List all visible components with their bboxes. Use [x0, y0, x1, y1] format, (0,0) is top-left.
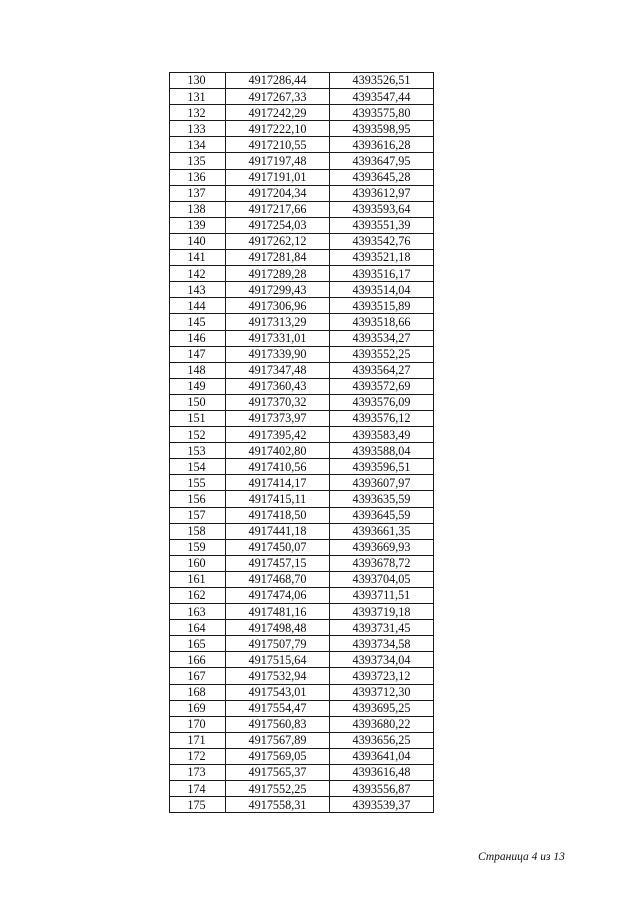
y-coordinate-cell: 4393635,59 [330, 491, 434, 507]
x-coordinate-cell: 4917450,07 [226, 539, 330, 555]
y-coordinate-cell: 4393518,66 [330, 314, 434, 330]
row-number-cell: 148 [170, 362, 226, 378]
table-row [170, 185, 434, 201]
x-coordinate-cell: 4917402,80 [226, 443, 330, 459]
table-row [170, 636, 434, 652]
table-row [170, 732, 434, 748]
table-row [170, 169, 434, 185]
y-coordinate-cell: 4393612,97 [330, 185, 434, 201]
footer-page-word: Страница [478, 851, 529, 863]
x-coordinate-cell: 4917254,03 [226, 217, 330, 233]
x-coordinate-cell: 4917418,50 [226, 507, 330, 523]
table-row [170, 330, 434, 346]
table-row [170, 105, 434, 121]
table-row [170, 604, 434, 620]
table-row [170, 588, 434, 604]
y-coordinate-cell: 4393514,04 [330, 282, 434, 298]
row-number-cell: 166 [170, 652, 226, 668]
y-coordinate-cell: 4393711,51 [330, 588, 434, 604]
x-coordinate-cell: 4917360,43 [226, 378, 330, 394]
table-row [170, 137, 434, 153]
y-coordinate-cell: 4393712,30 [330, 684, 434, 700]
y-coordinate-cell: 4393641,04 [330, 748, 434, 764]
row-number-cell: 156 [170, 491, 226, 507]
table-row [170, 700, 434, 716]
y-coordinate-cell: 4393576,12 [330, 410, 434, 426]
table-row [170, 555, 434, 571]
x-coordinate-cell: 4917414,17 [226, 475, 330, 491]
y-coordinate-cell: 4393542,76 [330, 233, 434, 249]
row-number-cell: 163 [170, 604, 226, 620]
y-coordinate-cell: 4393695,25 [330, 700, 434, 716]
y-coordinate-cell: 4393598,95 [330, 121, 434, 137]
footer-of-word: из [540, 851, 551, 863]
table-row [170, 217, 434, 233]
table-row [170, 459, 434, 475]
x-coordinate-cell: 4917242,29 [226, 105, 330, 121]
x-coordinate-cell: 4917370,32 [226, 394, 330, 410]
y-coordinate-cell: 4393731,45 [330, 620, 434, 636]
x-coordinate-cell: 4917197,48 [226, 153, 330, 169]
row-number-cell: 150 [170, 394, 226, 410]
row-number-cell: 155 [170, 475, 226, 491]
row-number-cell: 152 [170, 427, 226, 443]
y-coordinate-cell: 4393564,27 [330, 362, 434, 378]
row-number-cell: 175 [170, 797, 226, 813]
row-number-cell: 161 [170, 571, 226, 587]
table-row [170, 298, 434, 314]
table-row [170, 571, 434, 587]
table-row [170, 250, 434, 266]
x-coordinate-cell: 4917560,83 [226, 716, 330, 732]
x-coordinate-cell: 4917481,16 [226, 604, 330, 620]
y-coordinate-cell: 4393723,12 [330, 668, 434, 684]
row-number-cell: 138 [170, 201, 226, 217]
x-coordinate-cell: 4917339,90 [226, 346, 330, 362]
row-number-cell: 174 [170, 781, 226, 797]
x-coordinate-cell: 4917191,01 [226, 169, 330, 185]
y-coordinate-cell: 4393556,87 [330, 781, 434, 797]
y-coordinate-cell: 4393576,09 [330, 394, 434, 410]
y-coordinate-cell: 4393680,22 [330, 716, 434, 732]
x-coordinate-cell: 4917565,37 [226, 765, 330, 781]
row-number-cell: 130 [170, 73, 226, 89]
y-coordinate-cell: 4393547,44 [330, 89, 434, 105]
table-row [170, 491, 434, 507]
x-coordinate-cell: 4917554,47 [226, 700, 330, 716]
x-coordinate-cell: 4917222,10 [226, 121, 330, 137]
footer-page-current: 4 [531, 851, 538, 863]
row-number-cell: 141 [170, 250, 226, 266]
y-coordinate-cell: 4393526,51 [330, 73, 434, 89]
x-coordinate-cell: 4917286,44 [226, 73, 330, 89]
page-number-footer [478, 851, 565, 863]
row-number-cell: 137 [170, 185, 226, 201]
table-row [170, 89, 434, 105]
table-row [170, 475, 434, 491]
x-coordinate-cell: 4917569,05 [226, 748, 330, 764]
table-row [170, 378, 434, 394]
row-number-cell: 162 [170, 588, 226, 604]
table-row [170, 652, 434, 668]
y-coordinate-cell: 4393596,51 [330, 459, 434, 475]
y-coordinate-cell: 4393704,05 [330, 571, 434, 587]
row-number-cell: 160 [170, 555, 226, 571]
row-number-cell: 157 [170, 507, 226, 523]
row-number-cell: 159 [170, 539, 226, 555]
row-number-cell: 154 [170, 459, 226, 475]
row-number-cell: 147 [170, 346, 226, 362]
y-coordinate-cell: 4393551,39 [330, 217, 434, 233]
x-coordinate-cell: 4917507,79 [226, 636, 330, 652]
x-coordinate-cell: 4917267,33 [226, 89, 330, 105]
y-coordinate-cell: 4393552,25 [330, 346, 434, 362]
table-row [170, 684, 434, 700]
x-coordinate-cell: 4917415,11 [226, 491, 330, 507]
row-number-cell: 142 [170, 266, 226, 282]
table-row [170, 781, 434, 797]
x-coordinate-cell: 4917395,42 [226, 427, 330, 443]
y-coordinate-cell: 4393645,28 [330, 169, 434, 185]
x-coordinate-cell: 4917331,01 [226, 330, 330, 346]
table-row [170, 266, 434, 282]
row-number-cell: 172 [170, 748, 226, 764]
y-coordinate-cell: 4393588,04 [330, 443, 434, 459]
x-coordinate-cell: 4917217,66 [226, 201, 330, 217]
x-coordinate-cell: 4917552,25 [226, 781, 330, 797]
row-number-cell: 168 [170, 684, 226, 700]
x-coordinate-cell: 4917567,89 [226, 732, 330, 748]
table-row [170, 620, 434, 636]
row-number-cell: 132 [170, 105, 226, 121]
table-row [170, 121, 434, 137]
row-number-cell: 153 [170, 443, 226, 459]
table-row [170, 716, 434, 732]
table-row [170, 443, 434, 459]
y-coordinate-cell: 4393661,35 [330, 523, 434, 539]
row-number-cell: 136 [170, 169, 226, 185]
row-number-cell: 171 [170, 732, 226, 748]
table-row [170, 201, 434, 217]
table-row [170, 410, 434, 426]
y-coordinate-cell: 4393534,27 [330, 330, 434, 346]
table-row [170, 748, 434, 764]
y-coordinate-cell: 4393607,97 [330, 475, 434, 491]
y-coordinate-cell: 4393669,93 [330, 539, 434, 555]
y-coordinate-cell: 4393516,17 [330, 266, 434, 282]
x-coordinate-cell: 4917468,70 [226, 571, 330, 587]
x-coordinate-cell: 4917347,48 [226, 362, 330, 378]
coordinates-table [169, 72, 434, 813]
table-row [170, 765, 434, 781]
y-coordinate-cell: 4393719,18 [330, 604, 434, 620]
x-coordinate-cell: 4917543,01 [226, 684, 330, 700]
table-row [170, 314, 434, 330]
row-number-cell: 158 [170, 523, 226, 539]
table-row [170, 394, 434, 410]
x-coordinate-cell: 4917313,29 [226, 314, 330, 330]
x-coordinate-cell: 4917373,97 [226, 410, 330, 426]
table-row [170, 233, 434, 249]
table-row [170, 507, 434, 523]
row-number-cell: 133 [170, 121, 226, 137]
table-row [170, 346, 434, 362]
table-row [170, 523, 434, 539]
row-number-cell: 149 [170, 378, 226, 394]
x-coordinate-cell: 4917204,34 [226, 185, 330, 201]
y-coordinate-cell: 4393647,95 [330, 153, 434, 169]
x-coordinate-cell: 4917281,84 [226, 250, 330, 266]
row-number-cell: 134 [170, 137, 226, 153]
y-coordinate-cell: 4393515,89 [330, 298, 434, 314]
y-coordinate-cell: 4393678,72 [330, 555, 434, 571]
x-coordinate-cell: 4917474,06 [226, 588, 330, 604]
x-coordinate-cell: 4917299,43 [226, 282, 330, 298]
x-coordinate-cell: 4917306,96 [226, 298, 330, 314]
table-row [170, 153, 434, 169]
x-coordinate-cell: 4917410,56 [226, 459, 330, 475]
row-number-cell: 140 [170, 233, 226, 249]
x-coordinate-cell: 4917532,94 [226, 668, 330, 684]
x-coordinate-cell: 4917457,15 [226, 555, 330, 571]
row-number-cell: 167 [170, 668, 226, 684]
y-coordinate-cell: 4393616,28 [330, 137, 434, 153]
y-coordinate-cell: 4393734,04 [330, 652, 434, 668]
table-row [170, 362, 434, 378]
x-coordinate-cell: 4917262,12 [226, 233, 330, 249]
row-number-cell: 165 [170, 636, 226, 652]
row-number-cell: 143 [170, 282, 226, 298]
row-number-cell: 164 [170, 620, 226, 636]
row-number-cell: 151 [170, 410, 226, 426]
y-coordinate-cell: 4393539,37 [330, 797, 434, 813]
row-number-cell: 139 [170, 217, 226, 233]
y-coordinate-cell: 4393593,64 [330, 201, 434, 217]
x-coordinate-cell: 4917210,55 [226, 137, 330, 153]
row-number-cell: 144 [170, 298, 226, 314]
x-coordinate-cell: 4917498,48 [226, 620, 330, 636]
x-coordinate-cell: 4917289,28 [226, 266, 330, 282]
row-number-cell: 169 [170, 700, 226, 716]
row-number-cell: 146 [170, 330, 226, 346]
x-coordinate-cell: 4917441,18 [226, 523, 330, 539]
y-coordinate-cell: 4393572,69 [330, 378, 434, 394]
table-row [170, 73, 434, 89]
row-number-cell: 135 [170, 153, 226, 169]
row-number-cell: 131 [170, 89, 226, 105]
table-row [170, 797, 434, 813]
x-coordinate-cell: 4917558,31 [226, 797, 330, 813]
row-number-cell: 145 [170, 314, 226, 330]
y-coordinate-cell: 4393583,49 [330, 427, 434, 443]
y-coordinate-cell: 4393656,25 [330, 732, 434, 748]
table-row [170, 282, 434, 298]
y-coordinate-cell: 4393616,48 [330, 765, 434, 781]
y-coordinate-cell: 4393575,80 [330, 105, 434, 121]
y-coordinate-cell: 4393734,58 [330, 636, 434, 652]
x-coordinate-cell: 4917515,64 [226, 652, 330, 668]
table-row [170, 668, 434, 684]
row-number-cell: 170 [170, 716, 226, 732]
y-coordinate-cell: 4393521,18 [330, 250, 434, 266]
table-row [170, 427, 434, 443]
coordinates-table-body [170, 73, 434, 813]
row-number-cell: 173 [170, 765, 226, 781]
y-coordinate-cell: 4393645,59 [330, 507, 434, 523]
footer-page-total: 13 [553, 851, 565, 863]
table-row [170, 539, 434, 555]
